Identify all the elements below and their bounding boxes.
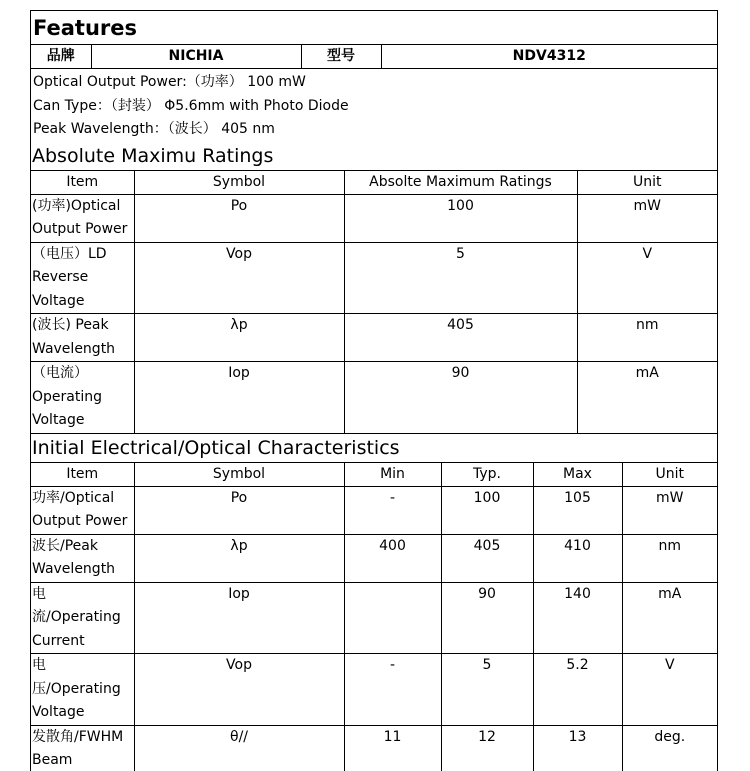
elec-symbol: Vop xyxy=(134,654,344,726)
spec-summary xyxy=(31,69,717,142)
elec-symbol: λp xyxy=(134,534,344,582)
abs-item: （电流） Operating Voltage xyxy=(31,362,134,434)
elec-symbol: θ// xyxy=(134,725,344,771)
abs-header-unit: Unit xyxy=(577,170,717,194)
elec-header-typ: Typ. xyxy=(441,462,533,486)
elec-header-min: Min xyxy=(344,462,441,486)
abs-value: 100 xyxy=(344,194,577,242)
elec-min: 11 xyxy=(344,725,441,771)
abs-table xyxy=(31,170,717,434)
elec-item: 发散角/FWHM Beam xyxy=(31,725,134,771)
elec-typ: 90 xyxy=(441,582,533,654)
elec-max: 140 xyxy=(533,582,622,654)
model-value: NDV4312 xyxy=(381,45,717,69)
abs-unit: nm xyxy=(577,314,717,362)
elec-max: 105 xyxy=(533,486,622,534)
table-row xyxy=(31,362,717,434)
elec-min xyxy=(344,582,441,654)
elec-symbol: Po xyxy=(134,486,344,534)
abs-header-symbol: Symbol xyxy=(134,170,344,194)
abs-unit: mA xyxy=(577,362,717,434)
elec-min: - xyxy=(344,654,441,726)
brand-row xyxy=(31,45,717,69)
elec-header-max: Max xyxy=(533,462,622,486)
elec-item: 波长/Peak Wavelength xyxy=(31,534,134,582)
abs-unit: V xyxy=(577,242,717,314)
spec-can-type: Can Type：（封装） Φ5.6mm with Photo Diode xyxy=(33,95,717,119)
elec-table xyxy=(31,462,717,771)
elec-unit: mA xyxy=(622,582,717,654)
table-row xyxy=(31,314,717,362)
abs-header-item: Item xyxy=(31,170,134,194)
table-row xyxy=(31,194,717,242)
abs-symbol: Iop xyxy=(134,362,344,434)
datasheet xyxy=(30,10,718,771)
features-title: Features xyxy=(31,11,717,45)
elec-typ: 405 xyxy=(441,534,533,582)
elec-header-item: Item xyxy=(31,462,134,486)
elec-header-row xyxy=(31,462,717,486)
spec-wavelength: Peak Wavelength：（波长） 405 nm xyxy=(33,118,717,142)
brand-value: NICHIA xyxy=(91,45,301,69)
elec-max: 5.2 xyxy=(533,654,622,726)
table-row xyxy=(31,242,717,314)
abs-symbol: λp xyxy=(134,314,344,362)
model-label: 型号 xyxy=(301,45,381,69)
elec-typ: 12 xyxy=(441,725,533,771)
elec-header-symbol: Symbol xyxy=(134,462,344,486)
elec-typ: 100 xyxy=(441,486,533,534)
elec-unit: mW xyxy=(622,486,717,534)
elec-typ: 5 xyxy=(441,654,533,726)
elec-min: 400 xyxy=(344,534,441,582)
elec-symbol: Iop xyxy=(134,582,344,654)
table-row xyxy=(31,486,717,534)
abs-symbol: Po xyxy=(134,194,344,242)
abs-value: 5 xyxy=(344,242,577,314)
abs-symbol: Vop xyxy=(134,242,344,314)
table-row xyxy=(31,582,717,654)
elec-unit: V xyxy=(622,654,717,726)
spec-power: Optical Output Power:（功率） 100 mW xyxy=(33,71,717,95)
abs-item: (功率)Optical Output Power xyxy=(31,194,134,242)
abs-item: （电压）LD Reverse Voltage xyxy=(31,242,134,314)
elec-section-title: Initial Electrical/Optical Characteristics xyxy=(31,434,717,463)
abs-header-rating: Absolte Maximum Ratings xyxy=(344,170,577,194)
table-row xyxy=(31,654,717,726)
abs-section-title: Absolute Maximu Ratings xyxy=(31,142,717,171)
table-row xyxy=(31,725,717,771)
elec-unit: nm xyxy=(622,534,717,582)
abs-item: (波长) Peak Wavelength xyxy=(31,314,134,362)
brand-label: 品牌 xyxy=(31,45,91,69)
elec-max: 13 xyxy=(533,725,622,771)
elec-item: 功率/Optical Output Power xyxy=(31,486,134,534)
elec-max: 410 xyxy=(533,534,622,582)
abs-value: 405 xyxy=(344,314,577,362)
elec-item: 电流/Operating Current xyxy=(31,582,134,654)
abs-unit: mW xyxy=(577,194,717,242)
elec-min: - xyxy=(344,486,441,534)
abs-value: 90 xyxy=(344,362,577,434)
table-row xyxy=(31,534,717,582)
elec-unit: deg. xyxy=(622,725,717,771)
brand-table xyxy=(31,44,717,69)
elec-item: 电压/Operating Voltage xyxy=(31,654,134,726)
abs-header-row xyxy=(31,170,717,194)
elec-header-unit: Unit xyxy=(622,462,717,486)
